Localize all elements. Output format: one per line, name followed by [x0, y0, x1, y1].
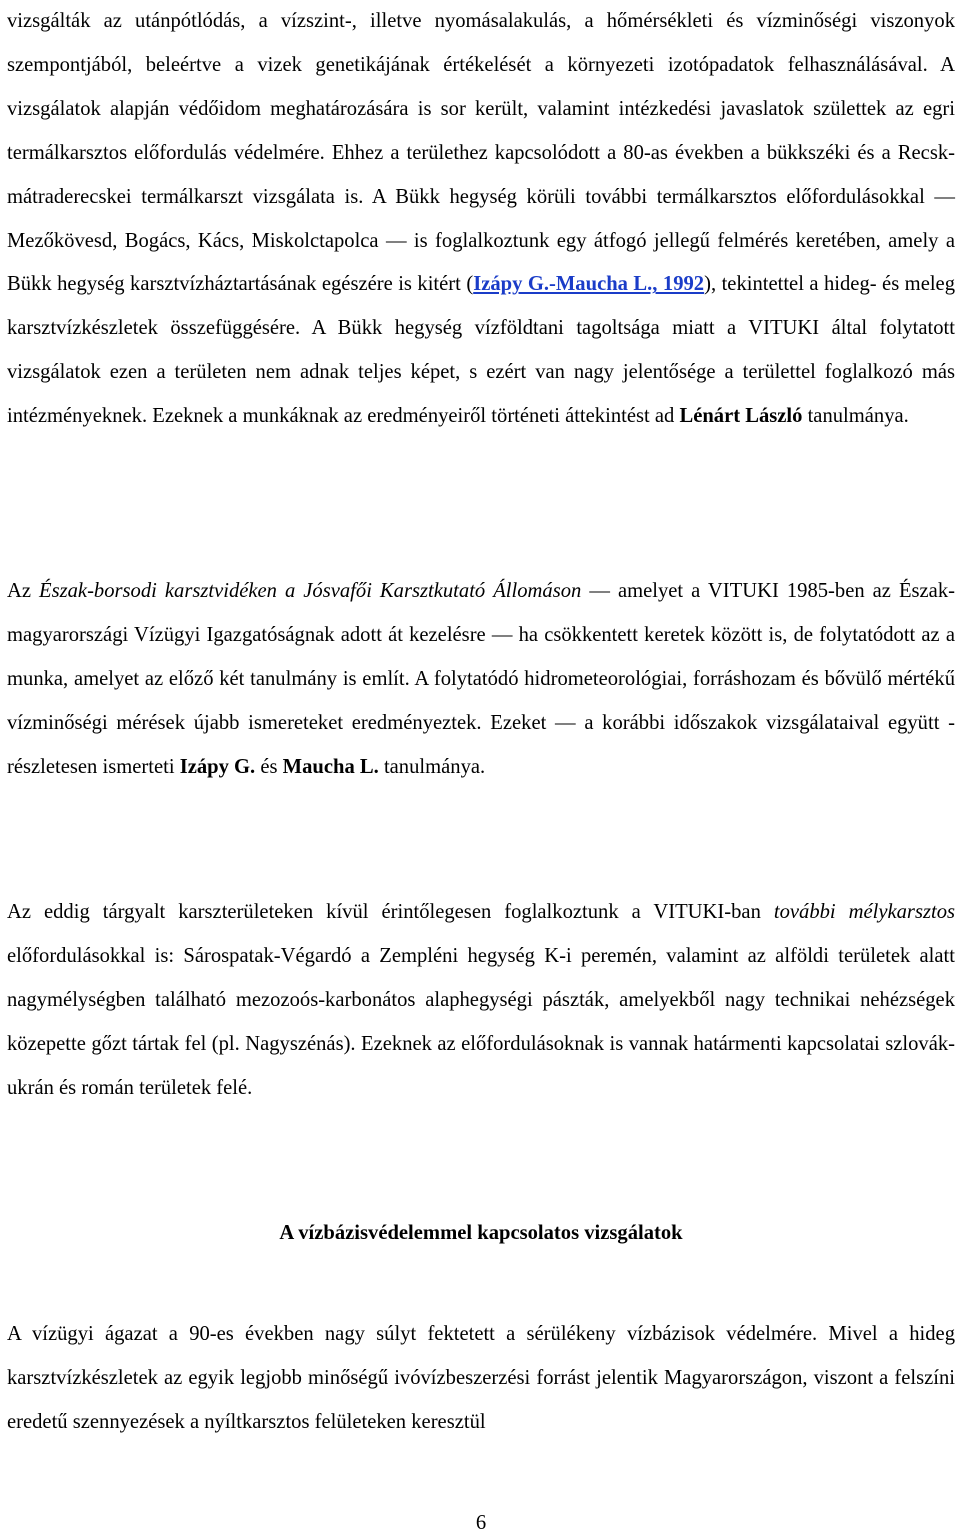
author-name-izapy: Izápy G. — [179, 755, 256, 778]
paragraph-text: tanulmánya. — [802, 405, 909, 428]
paragraph-text: előfordulásokkal is: Sárospatak-Végardó a Zempléni hegység K-i peremén, valamint az alföldi területek alatt nagymélységben található mezozoós-karbonátos alaphegységi pászták, amelyekből nagy technikai nehézségek közepette gőzt tártak fel (pl. Nagyszénás). Ezeknek az előfordulásoknak is vannak határmenti kapcsolatai szlovák-ukrán és román területek felé. — [7, 944, 955, 1099]
paragraph-text: — amelyet a VITUKI 1985-ben az Észak-magyarországi Vízügyi Igazgatóságnak adott át kezelésre — ha csökkentett keretek között is, de folytatódott az a munka, amelyet az előző két tanulmány is említ. A folytatódó hidrometeorológiai, forráshozam és bővülő mértékű vízminőségi mérések újabb ismereteket eredményeztek. Ezeket — a korábbi időszakok vizsgálataival együtt - részletesen ismerteti — [7, 580, 955, 778]
paragraph-text: Az eddig tárgyalt karszterületeken kívül érintőlegesen foglalkoztunk a VITUKI-ban — [7, 901, 774, 923]
author-name-maucha: Maucha L. — [282, 755, 379, 778]
paragraph-north-borsod-karst — [7, 570, 955, 790]
paragraph-deep-karst — [7, 891, 955, 1111]
paragraph-text: Az — [7, 580, 40, 602]
italic-phrase-deep-karst: további mélykarsztos — [773, 901, 956, 923]
author-name-lenart: Lénárt László — [679, 405, 803, 428]
paragraph-text: vizsgálták az utánpótlódás, a vízszint-, illetve nyomásalakulás, a hőmérsékleti és vízminőségi viszonyok szempontjából, beleértve a vizek genetikájának értékelését a környezeti izotópadatok felhasználásával. A vizsgálatok alapján védőidom meghatározására is sor került, valamint intézkedési javaslatok születtek az egri termálkarsztos előfordulás védelmére. Ehhez a területhez kapcsolódott a 80-as években a bükkszéki és a Recsk-mátraderecskei termálkarszt vizsgálata is. A Bükk hegység körüli további termálkarsztos előfordulásokkal — Mezőkövesd, Bogács, Kács, Miskolctapolca — is foglalkoztunk egy átfogó jellegű felmérés keretében, amely a Bükk hegység karsztvízháztartásának egészére is kitért ( — [7, 10, 955, 296]
paragraph-text: tanulmánya. — [378, 755, 486, 778]
paragraph-water-base-protection — [7, 1313, 955, 1445]
page-number: 6 — [475, 1512, 487, 1534]
paragraph-text: A vízügyi ágazat a 90-es években nagy súlyt fektetett a sérülékeny vízbázisok védelmére. Mivel a hideg karsztvízkészletek az egyik legjobb minőségű ivóvízbeszerzési forrást jelentik Magyarországon, viszont a felszíni eredetű szennyezések a nyíltkarsztos felületeken keresztül — [7, 1323, 955, 1433]
paragraph-text: és — [255, 755, 283, 778]
citation-link-izapy-maucha-1992[interactable]: Izápy G.-Maucha L., 1992 — [473, 273, 705, 296]
italic-phrase-josvafo-station: Észak-borsodi karsztvidéken a Jósvafői Karsztkutató Állomáson — [39, 580, 582, 602]
paragraph-thermal-karst — [7, 0, 955, 439]
section-heading: A vízbázisvédelemmel kapcsolatos vizsgálatok — [279, 1222, 683, 1244]
paragraph-text: ), tekintettel a hideg- és meleg karsztvízkészletek összefüggésére. A Bükk hegység vízföldtani tagoltsága miatt a VITUKI által folytatott vizsgálatok ezen a területen nem adnak teljes képet, s ezért van nagy jelentősége a területtel foglalkozó más intézményeknek. Ezeknek a munkáknak az eredményeiről történeti áttekintést ad — [7, 273, 955, 428]
